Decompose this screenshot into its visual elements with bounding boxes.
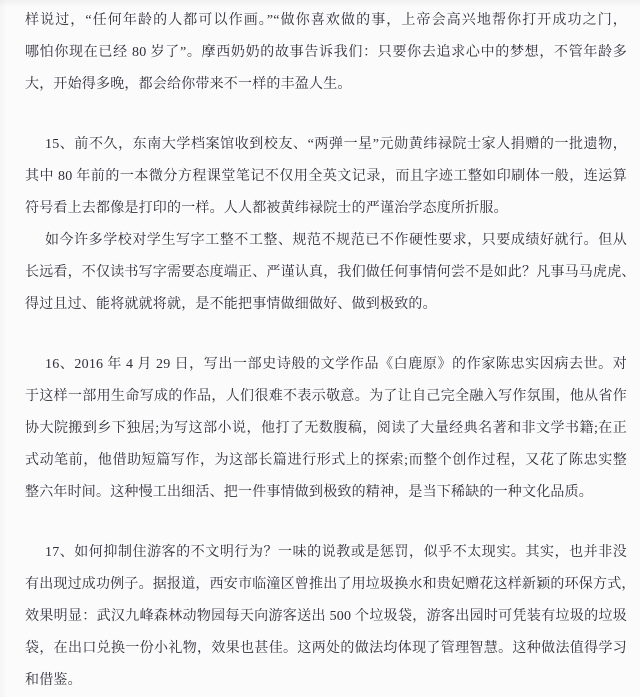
text-line: 哪怕你现在已经 80 岁了”。摩西奶奶的故事告诉我们：只要你去追求心中的梦想，不管年龄多 (25, 45, 627, 60)
text-line: 袋，在出口兑换一份小礼物，效果也甚佳。这两处的做法均体现了管理智慧。这种做法值得学习 (25, 641, 627, 656)
text-line: 其中 80 年前的一本微分方程课堂笔记不仅用全英文记录，而且字迹工整如印刷体一般，连运算 (25, 169, 627, 184)
text-line: 样说过，“任何年龄的人都可以作画。”“做你喜欢做的事，上帝会高兴地帮你打开成功之门， (25, 13, 627, 28)
paragraph-14-continuation (25, 5, 627, 101)
text-line: 17、如何抑制住游客的不文明行为？一味的说教或是惩罚，似乎不太现实。其实，也并非没 (45, 545, 627, 560)
paragraph-15 (25, 129, 627, 225)
text-line: 如今许多学校对学生写字工整不工整、规范不规范已不作硬性要求，只要成绩好就行。但从 (45, 233, 627, 248)
text-line: 得过且过、能将就就将就，是不能把事情做细做好、做到极致的。 (25, 297, 437, 312)
text-line: 整六年时间。这种慢工出细活、把一件事情做到极致的精神，是当下稀缺的一种文化品质。 (25, 485, 593, 500)
text-line: 大，开始得多晚，都会给你带来不一样的丰盈人生。 (25, 77, 352, 92)
text-line: 15、前不久，东南大学档案馆收到校友、“两弹一星”元勋黄纬禄院士家人捐赠的一批遗物， (45, 137, 627, 152)
paragraph-15-part2 (25, 225, 636, 321)
paragraph-16 (25, 349, 627, 509)
text-line: 于这样一部用生命写成的作品，人们很难不表示敬意。为了让自己完全融入写作氛围，他从省作 (25, 389, 627, 404)
text-line: 符号看上去都像是打印的一样。人人都被黄纬禄院士的严谨治学态度所折服。 (25, 201, 508, 216)
text-line: 和借鉴。 (25, 673, 82, 688)
paragraph-17 (25, 537, 636, 697)
text-line: 协大院搬到乡下独居;为写这部小说，他打了无数腹稿，阅读了大量经典名著和非文学书籍;在正 (25, 421, 627, 436)
text-line: 长远看，不仅读书写字需要态度端正、严谨认真，我们做任何事情何尝不是如此？凡事马马虎虎、 (25, 265, 636, 280)
text-line: 效果明显：武汉九峰森林动物园每天向游客送出 500 个垃圾袋，游客出园时可凭装有垃圾的垃圾 (25, 609, 627, 624)
text-line: 16、2016 年 4 月 29 日，写出一部史诗般的文学作品《白鹿原》的作家陈忠实因病去世。对 (45, 357, 627, 372)
text-line: 式动笔前，他借助短篇写作，为这部长篇进行形式上的探索;而整个创作过程，又花了陈忠实整 (25, 453, 627, 468)
text-line: 有出现过成功例子。据报道，西安市临潼区曾推出了用垃圾换水和贵妃赠花这样新颖的环保方式， (25, 577, 636, 592)
